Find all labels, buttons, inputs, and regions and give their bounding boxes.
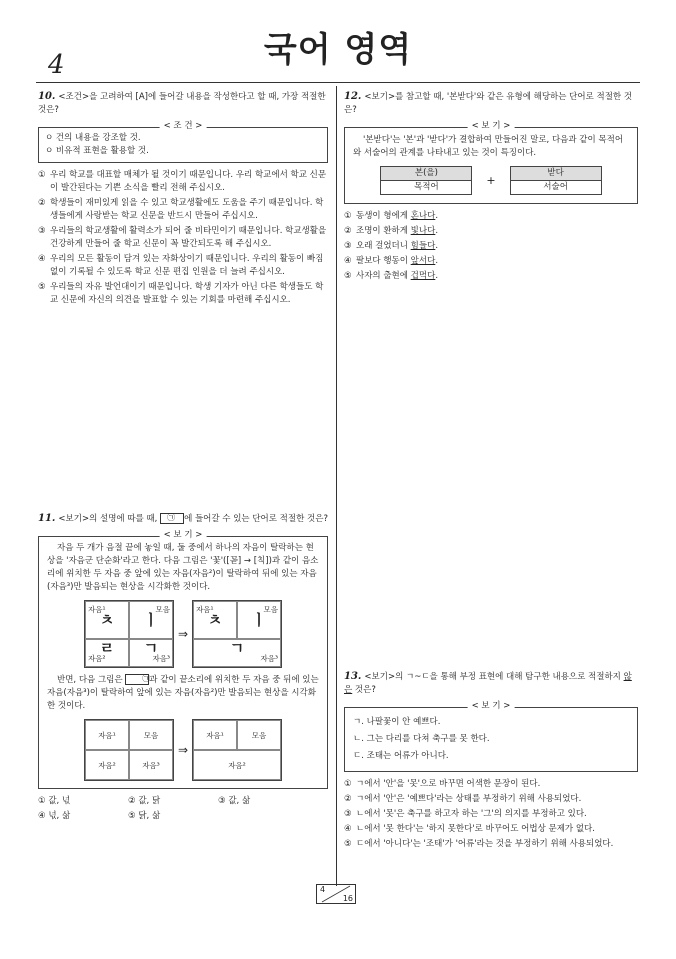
choice-list [38,795,328,823]
arrow-icon: ⇒ [177,742,189,757]
box-label: < 보 기 > [468,120,515,133]
condition-box [38,121,328,163]
choice-1[interactable]: ① ㄱ에서 '안'을 '못'으로 바꾸면 어색한 문장이 된다. [344,779,541,789]
question-12 [344,90,638,283]
question-number: 13. [344,671,362,682]
diagram-1 [47,600,319,668]
box-label: < 조 건 > [160,120,207,133]
noun-box: 본(을) 목적어 [380,166,472,195]
choice-4[interactable]: ④ ㄴ에서 '못 한다'는 '하지 못한다'로 바꾸어도 어법상 문제가 없다. [344,824,595,834]
verb-box: 받다 서술어 [510,166,602,195]
choice-4[interactable]: ④ 팔보다 행동이 앞서다. [344,256,439,266]
syllable-grid-after-2: 자음¹ 모음 자음² [192,719,282,781]
choice-2[interactable]: ② ㄱ에서 '안'은 '예쁘다'라는 상태를 부정하기 위해 사용되었다. [344,794,582,804]
question-10 [38,90,328,307]
question-number: 10. [38,91,56,102]
choice-1[interactable]: ① 동생이 형에게 혼나다. [344,211,439,221]
example-box [38,530,328,789]
total-pages: 16 [342,894,353,903]
question-prompt: <보기>를 참고할 때, '본받다'와 같은 유형에 해당하는 단어로 적절한 것은? [344,92,633,115]
choice-4[interactable]: ④ 우리의 모든 활동이 담겨 있는 자화상이기 때문입니다. 우리의 활동이 빠짐없이 기록될 수 있도록 학교 신문 편집 인원을 더 늘려 주십시오. [38,254,324,277]
choice-5[interactable]: ⑤ ㄷ에서 '아니다'는 '조태'가 '어류'라는 것을 부정하기 위해 사용되었다. [344,839,614,849]
arrow-icon: ⇒ [177,626,189,641]
example-para-2: 반면, 다음 그림은 ㉠ 과 같이 끝소리에 위치한 두 자음 중 뒤에 있는 자음(자음³)이 탈락하여 앞에 있는 자음(자음²)만 발음되는 현상을 시각화한 것이다. [47,674,319,711]
blank-box: ㉠ [160,513,184,524]
choice-3[interactable]: ③ 오래 걸었더니 힘들다. [344,241,439,251]
header-rule [36,82,640,83]
choice-3[interactable]: ③ 우리들의 학교생활에 활력소가 되어 줄 비타민이기 때문입니다. 학교생활을 건강하게 만들어 줄 학교 신문이 꼭 발간되도록 해 주십시오. [38,226,327,249]
question-11: 11. <보기>의 설명에 따를 때, ㉠ 에 들어갈 수 있는 단어로 적절한 것은? < 보 기 > 자음 두 개가 음절 끝에 놓일 때, 둘 중에서 하나의 자음이 탈락하는 현상을 '자음군 단순화'라고 한다. 다음 그림은 '꽃'([꼳] → [칙])과 같이 음소리에 위치한 두 자음 중 앞에 있는 자음(자음²)이 탈락하여 뒤에 있는 자음(자음³)만 발음되는 현상을 시각화한 것이다. 자음¹ ㅊ 모음 ㅣ ㄹ 자음² ㄱ 자음³ ⇒ 자음¹ ㅊ 모음 ㅣ ㄱ 자음³ 반면, 다음 그림은 ㉠ 과 같이 끝소리에 위치한 두 자음 중 뒤에 있는 자음(자음³)이 탈락하여 앞에 있는 자음(자음²)만 발음되는 현상을 시각화한 것이다. 자음¹ 모음 자음² 자음³ ⇒ 자음¹ 모음 자음² ① 값, 넋 ② 값, 닭 ③ 값, 삶 ④ 넋, 삶 ⑤ 닭, 삶 [38,513,328,821]
syllable-grid-before-2: 자음¹ 모음 자음² 자음³ [84,719,174,781]
blank-box: ㉠ [125,674,149,685]
choice-1[interactable]: ① 값, 넋 [38,796,71,806]
question-number: 12. [344,91,362,102]
choice-2[interactable]: ② 값, 닭 [128,796,161,806]
diagram-2 [47,719,319,781]
example-box: < 보 기 > ㄱ. 나팔꽃이 안 예쁘다. ㄴ. 그는 다리를 다쳐 축구를 못 한다. ㄷ. 조태는 어류가 아니다. [344,707,638,772]
choice-1[interactable]: ① 우리 학교를 대표할 매체가 될 것이기 때문입니다. 우리 학교에서 학교 신문이 발간된다는 기쁜 소식을 빨리 전해 주십시오. [38,170,327,193]
syllable-grid-after: 자음¹ ㅊ 모음 ㅣ ㄱ 자음³ [192,600,282,668]
choice-4[interactable]: ④ 넋, 삶 [38,811,71,821]
choice-2[interactable]: ② 조명이 환하게 빛나다. [344,226,439,236]
column-divider [336,86,337,886]
compound-diagram: 본(을) 목적어 + 받다 서술어 [353,166,629,195]
example-para-1: 자음 두 개가 음절 끝에 놓일 때, 둘 중에서 하나의 자음이 탈락하는 현상을 '자음군 단순화'라고 한다. 다음 그림은 '꽃'([꼳] → [칙])과 같이 음소리에 위치한 두 자음 중 앞에 있는 자음(자음²)이 탈락하여 뒤에 있는 자음(자음³)만 발음되는 현상을 시각화한 것이다. [47,543,319,592]
example-box: < 보 기 > '본받다'는 '본'과 '받다'가 결합하여 만들어진 말로, 다음과 같이 목적어와 서술어의 관계를 나타내고 있는 것이 특징이다. 본(을) 목적어 + 받다 서술어 [344,127,638,204]
box-label: < 보 기 > [468,700,515,713]
choice-2[interactable]: ② 학생들이 재미있게 읽을 수 있고 학교생활에도 도움을 주기 때문입니다. 학생들에게 사랑받는 학교 신문을 반드시 만들어 주십시오. [38,198,324,221]
question-13: 13. <보기>의 ㄱ~ㄷ을 통해 부정 표현에 대해 탐구한 내용으로 적절하지 않은 것은? < 보 기 > ㄱ. 나팔꽃이 안 예쁘다. ㄴ. 그는 다리를 다쳐 축구를 못 한다. ㄷ. 조태는 어류가 아니다. ① ㄱ에서 '안'을 '못'으로 바꾸면 어색한 문장이 된다. ② ㄱ에서 '안'은 '예쁘다'라는 상태를 부정하기 위해 사용되었다. ③ ㄴ에서 '못'은 축구를 하고자 하는 '그'의 의지를 부정하고 있다. ④ ㄴ에서 '못 한다'는 '하지 못한다'로 바꾸어도 어법상 문제가 없다. ⑤ ㄷ에서 '아니다'는 '조태'가 '어류'라는 것을 부정하기 위해 사용되었다. [344,670,638,851]
choice-5[interactable]: ⑤ 사자의 출현에 겁먹다. [344,271,439,281]
choice-5[interactable]: ⑤ 닭, 삶 [128,811,161,821]
choice-5[interactable]: ⑤ 우리들의 자유 발언대이기 때문입니다. 학생 기자가 아닌 다른 학생들도 학교 신문에 자신의 의견을 발표할 수 있는 기회를 마련해 주십시오. [38,282,324,305]
syllable-grid-before: 자음¹ ㅊ 모음 ㅣ ㄹ 자음² ㄱ 자음³ [84,600,174,668]
page-indicator [316,884,356,904]
choice-3[interactable]: ③ ㄴ에서 '못'은 축구를 하고자 하는 '그'의 의지를 부정하고 있다. [344,809,587,819]
page-number: 4 [48,50,65,80]
box-label: < 보 기 > [160,529,207,542]
question-prompt: <조건>을 고려하여 [A]에 들어갈 내용을 작성한다고 할 때, 가장 적절한 것은? [38,92,326,115]
condition-1: ㅇ 건의 내용을 강조할 것. [45,133,141,143]
page-title: 국어 영역 [263,30,413,70]
question-number: 11. [38,513,56,524]
current-page: 4 [320,885,326,894]
choice-3[interactable]: ③ 값, 삶 [218,796,251,806]
condition-2: ㅇ 비유적 표현을 활용할 것. [45,146,149,156]
